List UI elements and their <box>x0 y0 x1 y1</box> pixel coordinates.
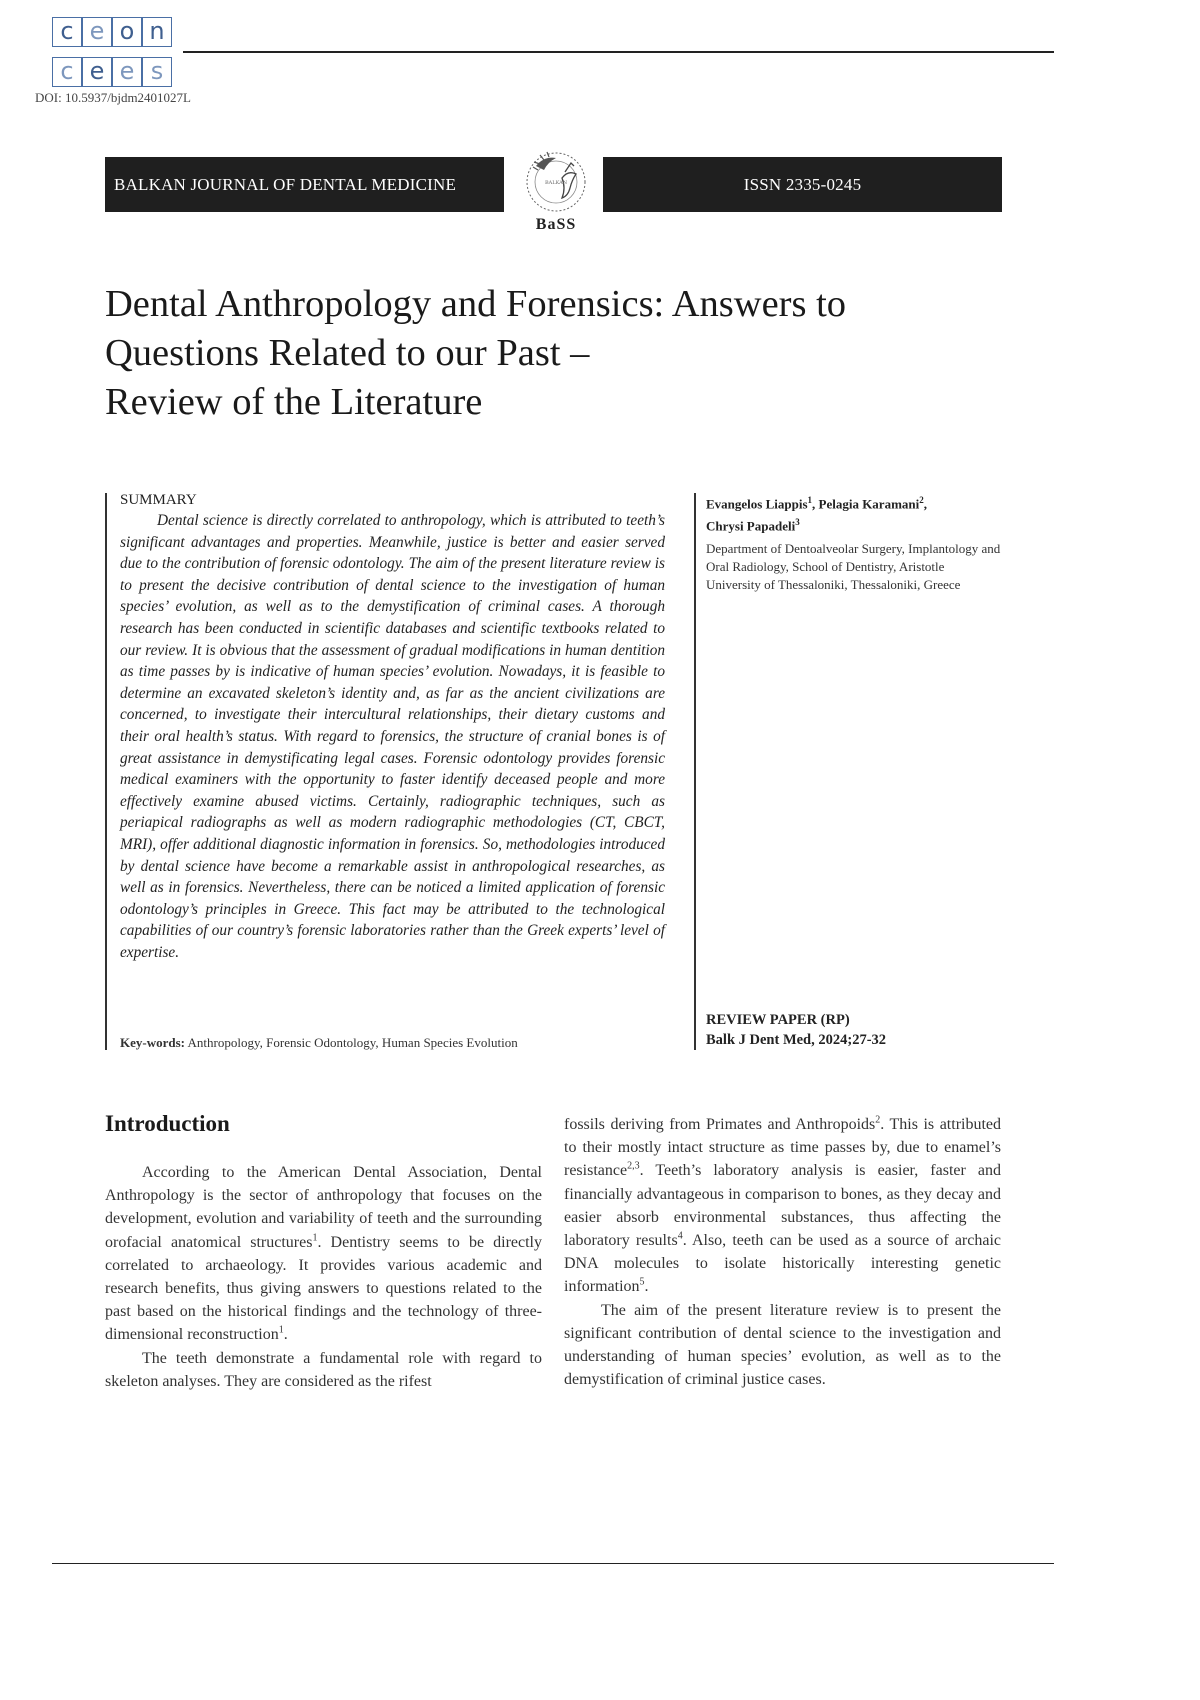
logo-letter: o <box>112 17 142 47</box>
ceon-logo <box>52 17 184 89</box>
keywords-list: Anthropology, Forensic Odontology, Human Species Evolution <box>187 1035 518 1050</box>
title-line: Questions Related to our Past – <box>105 332 590 374</box>
section-heading-introduction: Introduction <box>105 1111 230 1136</box>
summary-rule <box>105 493 107 1050</box>
paragraph-text: The teeth demonstrate a fundamental role with regard to skeleton analyses. They are considered as the rifest <box>105 1349 542 1390</box>
header-rule <box>183 51 1054 53</box>
author-affiliation: Department of Dentoalveolar Surgery, Implantology and Oral Radiology, School of Dentistry, Aristotle University of Thessaloniki, Thessaloniki, Greece <box>706 541 1001 592</box>
citation-reference: 2,3 <box>627 1161 640 1173</box>
paragraph-text: . Dentistry seems to be directly correlated to archaeology. It provides various academic and research benefits, thus giving answers to questions related to the past based on the historical findings and the technology of three-dimensional reconstruction <box>105 1233 543 1344</box>
journal-name-banner: BALKAN JOURNAL OF DENTAL MEDICINE <box>105 157 504 212</box>
logo-letter: c <box>52 57 82 87</box>
paragraph-text: . <box>644 1278 649 1296</box>
logo-letter: e <box>82 17 112 47</box>
paragraph-text: . Also, teeth can be used as a source of archaic DNA molecules to isolate historically interesting genetic information <box>564 1232 1002 1296</box>
author-name: Chrysi Papadeli <box>706 518 796 534</box>
author-list <box>706 491 996 536</box>
logo-letter: e <box>112 57 142 87</box>
citation-reference: 1 <box>278 1325 284 1337</box>
author-affiliation-mark: 3 <box>795 517 800 528</box>
logo-letter: s <box>142 57 172 87</box>
paper-type: REVIEW PAPER (RP) <box>706 1012 850 1028</box>
body-column-right <box>564 1113 1001 1391</box>
logo-letter: n <box>142 17 172 47</box>
paragraph-text: . Teeth’s laboratory analysis is easier, faster and financially advantageous in comparison to bones, as they decay and easier absorb environmental substances, thus affecting the laboratory results <box>564 1162 1001 1250</box>
doi-link[interactable]: DOI: 10.5937/bjdm2401027L <box>35 90 191 105</box>
body-paragraph <box>105 1347 542 1393</box>
paragraph-text: fossils deriving from Primates and Anthropoids <box>564 1116 876 1133</box>
emblem-text: BALKAN <box>545 180 568 186</box>
title-line: Dental Anthropology and Forensics: Answers to <box>105 283 847 325</box>
bass-label: BaSS <box>535 216 577 233</box>
citation-reference: 5 <box>639 1277 645 1289</box>
body-paragraph <box>564 1113 1001 1299</box>
author-name: Evangelos Liappis <box>706 496 808 512</box>
paragraph-text: . This is attributed to their mostly intact structure as time passes by, due to enamel’s resistance <box>564 1116 1002 1180</box>
author-affiliation-mark: 2 <box>919 495 924 505</box>
author-name: Pelagia Karamani <box>818 496 920 512</box>
author-separator: , <box>923 496 928 512</box>
body-paragraph <box>105 1161 542 1347</box>
summary-label: SUMMARY <box>120 492 197 508</box>
keywords <box>120 1035 518 1051</box>
body-paragraph <box>564 1299 1001 1392</box>
paragraph-text: The aim of the present literature review is to present the significant contribution of dental science to the investigation and understanding of human species’ evolution, as well as to the demystification of criminal justice cases. <box>564 1301 1001 1389</box>
body-column-left <box>105 1161 542 1393</box>
paragraph-text: According to the American Dental Association, Dental Anthropology is the sector of anthropology that focuses on the development, evolution and variability of teeth and the surrounding orofacial anatomical structures <box>105 1164 542 1251</box>
issn-banner: ISSN 2335-0245 <box>603 157 1002 212</box>
logo-letter: e <box>82 57 112 87</box>
sidebar-rule <box>694 493 696 1050</box>
article-title <box>105 280 1005 427</box>
summary-text: Dental science is directly correlated to anthropology, which is attributed to teeth’s significant advantages and properties. Meanwhile, justice is better and easier served due to the contribution of forensic odontology. The aim of the present literature review is to present the decisive contribution of dental science to the investigation of human species’ evolution, as well as to the demystification of criminal cases. A thorough research has been conducted in scientific databases and scientific textbooks related to our review. It is obvious that the assessment of gradual modifications in human dentition as time passes by is indicative of human species’ evolution. Nowadays, it is feasible to determine an excavated skeleton’s identity and, as far as the ancient civilizations are concerned, to investigate their intercultural relationships, their dietary customs and their oral health’s status. With regard to forensics, the structure of cranial bones is of great assistance in demystificating legal cases. Forensic odontology provides forensic medical examiners with the opportunity to faster identify deceased people and more effectively examine abused victims. Certainly, radiographic techniques, such as periapical radiographs as well as modern radiographic methodologies (CT, CBCT, MRI), offer additional diagnostic information in forensics. So, methodologies introduced by dental science have become a remarkable assist in anthropological researches, as well as in forensics. Nevertheless, there can be noticed a limited application of forensic odontology’s principles in Greece. This fact may be attributed to the technological capabilities of our country’s forensic laboratories rather than the Greek experts’ level of expertise. <box>120 512 665 961</box>
footer-rule <box>52 1563 1054 1564</box>
title-line: Review of the Literature <box>105 381 483 423</box>
author-separator: , <box>812 496 819 512</box>
citation-reference: 2 <box>875 1114 881 1126</box>
citation-reference: 4 <box>677 1230 683 1242</box>
bass-emblem-icon <box>516 148 596 218</box>
logo-letter: c <box>52 17 82 47</box>
keywords-label: Key-words: <box>120 1035 185 1050</box>
paragraph-text: . <box>283 1326 288 1344</box>
author-affiliation-mark: 1 <box>807 495 813 505</box>
citation-reference: 1 <box>312 1232 318 1244</box>
citation: Balk J Dent Med, 2024;27-32 <box>706 1032 887 1048</box>
